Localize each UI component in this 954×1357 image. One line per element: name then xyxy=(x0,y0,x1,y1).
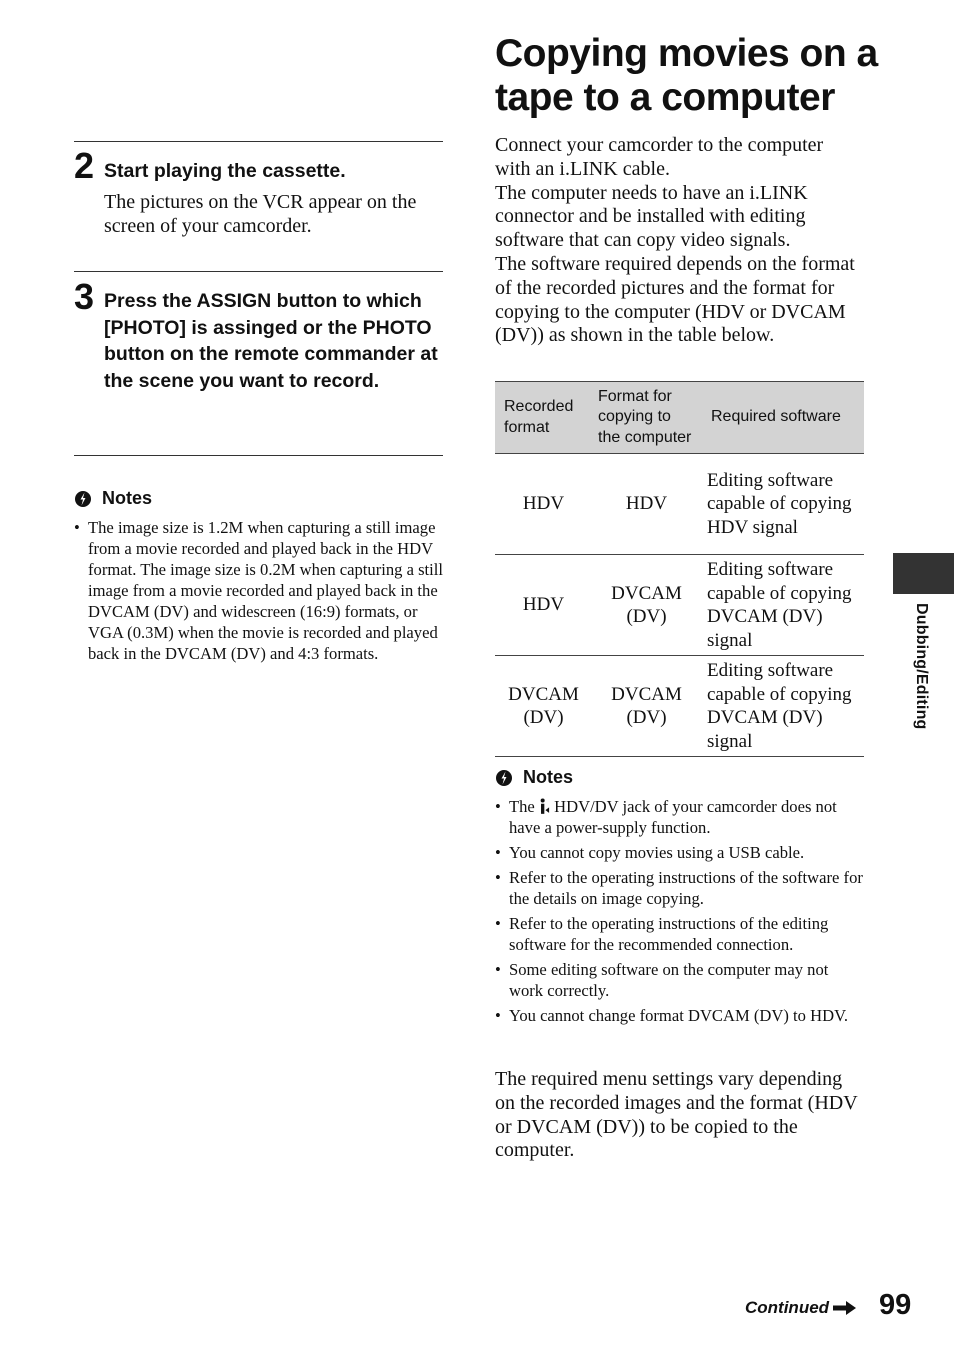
table-cell: HDV xyxy=(495,555,592,656)
list-item: • Refer to the operating instructions of the editing software for the recommended connection. xyxy=(495,913,865,955)
section-tab-marker xyxy=(893,553,954,594)
table-row xyxy=(495,454,864,555)
page-title: Copying movies on a tape to a computer xyxy=(495,32,878,119)
intro-text xyxy=(495,134,863,348)
divider xyxy=(74,455,443,456)
step-title: Start playing the cassette. xyxy=(104,160,346,182)
notes-list xyxy=(74,517,444,664)
page-number: 99 xyxy=(879,1289,912,1321)
arrow-right-icon xyxy=(833,1300,857,1316)
notes-heading-label: Notes xyxy=(102,488,153,508)
continued-indicator xyxy=(745,1298,857,1318)
table-cell: Editing software capable of copying DVCAM (DV) signal xyxy=(701,555,864,656)
table-header: Required software xyxy=(701,382,864,454)
table-header: Format for copying to the computer xyxy=(592,382,701,454)
step-number: 3 xyxy=(74,276,95,317)
step-number: 2 xyxy=(74,145,95,186)
list-item: • You cannot copy movies using a USB cable. xyxy=(495,842,865,863)
table-cell: Editing software capable of copying HDV signal xyxy=(701,454,864,555)
continued-label: Continued xyxy=(745,1298,830,1317)
divider xyxy=(74,271,443,272)
table-header: Recorded format xyxy=(495,382,592,454)
caution-circle-icon xyxy=(495,769,513,787)
list-item: • You cannot change format DVCAM (DV) to HDV. xyxy=(495,1005,865,1026)
step-description: The pictures on the VCR appear on the screen of your camcorder. xyxy=(104,191,417,237)
table-header-row xyxy=(495,382,864,454)
closing-paragraph: The required menu settings vary depending on the recorded images and the format (HDV or DVCAM (DV)) to be copied to the computer. xyxy=(495,1068,858,1162)
list-item-suffix: HDV/DV jack of your camcorder does not have a power-supply function. xyxy=(509,797,837,837)
paragraph: The software required depends on the format of the recorded pictures and the format for copying to the computer (HDV or DVCAM (DV)) as shown in the table below. xyxy=(495,252,855,347)
paragraph: Connect your camcorder to the computer with an i.LINK cable. xyxy=(495,134,824,180)
table-row xyxy=(495,656,864,757)
notes-heading xyxy=(495,767,573,788)
format-table xyxy=(495,381,864,757)
list-item: • The image size is 1.2M when capturing a still image from a movie recorded and played back in the HDV format. The image size is 0.2M when capturing a still image from a movie recorded and played back in the DVCAM (DV) and widescreen (16:9) formats, or VGA (0.3M) when the movie is recorded and played back in the DVCAM (DV) and 4:3 formats. xyxy=(74,517,444,664)
section-tab-label: Dubbing/Editing xyxy=(913,603,930,730)
table-cell: Editing software capable of copying DVCAM (DV) signal xyxy=(701,656,864,757)
list-item-prefix: The xyxy=(509,797,535,816)
list-item xyxy=(495,796,865,838)
table-cell: DVCAM (DV) xyxy=(592,656,701,757)
step-title: Press the ASSIGN button to which [PHOTO] is assinged or the PHOTO button on the remote commander at the scene you want to record. xyxy=(104,290,438,392)
table-cell: HDV xyxy=(592,454,701,555)
caution-circle-icon xyxy=(74,490,92,508)
table-cell: DVCAM (DV) xyxy=(592,555,701,656)
table-row xyxy=(495,555,864,656)
ilink-icon xyxy=(539,798,550,815)
notes-heading-label: Notes xyxy=(523,767,574,787)
notes-list xyxy=(495,796,865,1026)
paragraph: The computer needs to have an i.LINK connector and be installed with editing software that can copy video signals. xyxy=(495,181,808,252)
divider xyxy=(74,141,443,142)
list-item: • Refer to the operating instructions of the software for the details on image copying. xyxy=(495,867,865,909)
table-cell: HDV xyxy=(495,454,592,555)
table-cell: DVCAM (DV) xyxy=(495,656,592,757)
notes-heading xyxy=(74,488,152,509)
list-item: • Some editing software on the computer may not work correctly. xyxy=(495,959,865,1001)
